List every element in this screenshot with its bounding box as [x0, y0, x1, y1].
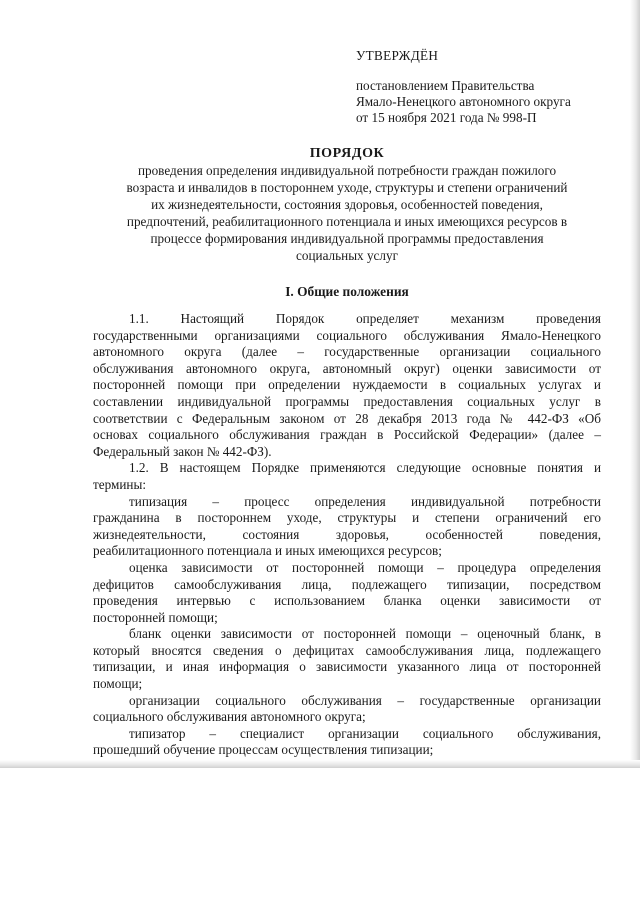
- body-line: 1.1. Настоящий Порядок определяет механизм проведения: [129, 311, 601, 326]
- approval-line: от 15 ноября 2021 года № 998-П: [356, 110, 537, 125]
- body-line: автономного округа (далее – государственные организации социального: [93, 344, 601, 360]
- subtitle-line: возраста и инвалидов в постороннем уходе, структуры и степени ограничений: [126, 180, 568, 195]
- body-line: обслуживания автономного округа, автономный округ) оценки зависимости от: [93, 360, 601, 376]
- body-line: составлении индивидуальной программы предоставления социальных услуг в: [93, 393, 601, 409]
- body-line: бланк оценки зависимости от посторонней помощи – оценочный бланк, в: [129, 626, 601, 642]
- body-line: помощи;: [93, 676, 143, 692]
- body-line: основах социального обслуживания граждан в Российской Федерации» (далее –: [93, 427, 601, 443]
- body-line: посторонней помощи;: [93, 609, 218, 625]
- body-line: соответствии с Федеральным законом от 28 декабря 2013 года № 442-ФЗ «Об: [93, 410, 601, 426]
- body-line: типизации, и иная информация о зависимости указанного лица от посторонней: [93, 659, 601, 675]
- subtitle-line: процессе формирования индивидуальной программы предоставления: [150, 231, 544, 246]
- body-line: дефицитов самообслуживания лица, подлежащего типизации, посредством: [93, 576, 601, 592]
- approval-title: УТВЕРЖДЁН: [356, 48, 439, 63]
- body-line: типизатор – специалист организации социального обслуживания,: [129, 725, 601, 741]
- approval-line: постановлением Правительства: [356, 78, 535, 93]
- page-edge-shadow: [0, 760, 640, 768]
- section-body: [93, 311, 601, 759]
- subtitle-line: их жизнедеятельности, состояния здоровья, особенностей поведения,: [151, 197, 543, 212]
- body-line: проведения интервью с использованием бланка оценки зависимости от: [93, 593, 601, 609]
- body-line: жизнедеятельности, состояния здоровья, особенностей поведения,: [93, 526, 601, 542]
- body-line: который вносятся сведения о дефицитах самообслуживания лица, подлежащего: [93, 642, 601, 658]
- body-line: социального обслуживания автономного округа;: [93, 709, 366, 725]
- body-line: Федеральный закон № 442-ФЗ).: [93, 443, 272, 459]
- body-line: гражданина в постороннем уходе, структуры и степени ограничений его: [93, 510, 601, 526]
- body-line: 1.2. В настоящем Порядке применяются следующие основные понятия и: [129, 460, 601, 476]
- body-line: прошедший обучение процессам осуществления типизации;: [93, 742, 434, 758]
- subtitle-line: проведения определения индивидуальной потребности граждан пожилого: [137, 163, 557, 178]
- approval-line: Ямало-Ненецкого автономного округа: [356, 94, 571, 109]
- body-line: термины:: [93, 476, 146, 492]
- body-line: оценка зависимости от посторонней помощи – процедура определения: [129, 559, 601, 575]
- body-line: посторонней помощи при определении нуждаемости в социальных услугах и: [93, 377, 601, 393]
- document-subtitle: [92, 162, 602, 264]
- approval-block: [356, 48, 626, 126]
- page-edge-shadow: [630, 0, 640, 768]
- body-line: реабилитационного потенциала и иных имеющихся ресурсов;: [93, 543, 442, 559]
- subtitle-line: социальных услуг: [296, 248, 398, 263]
- section-heading: I. Общие положения: [285, 284, 409, 299]
- body-line: организации социального обслуживания – государственные организации: [129, 692, 601, 708]
- body-line: типизация – процесс определения индивидуальной потребности: [129, 493, 601, 509]
- document-title: ПОРЯДОК: [309, 146, 385, 161]
- body-line: государственными организациями социального обслуживания Ямало-Ненецкого: [93, 327, 601, 343]
- subtitle-line: предпочтений, реабилитационного потенциала и иных имеющихся ресурсов в: [126, 214, 568, 229]
